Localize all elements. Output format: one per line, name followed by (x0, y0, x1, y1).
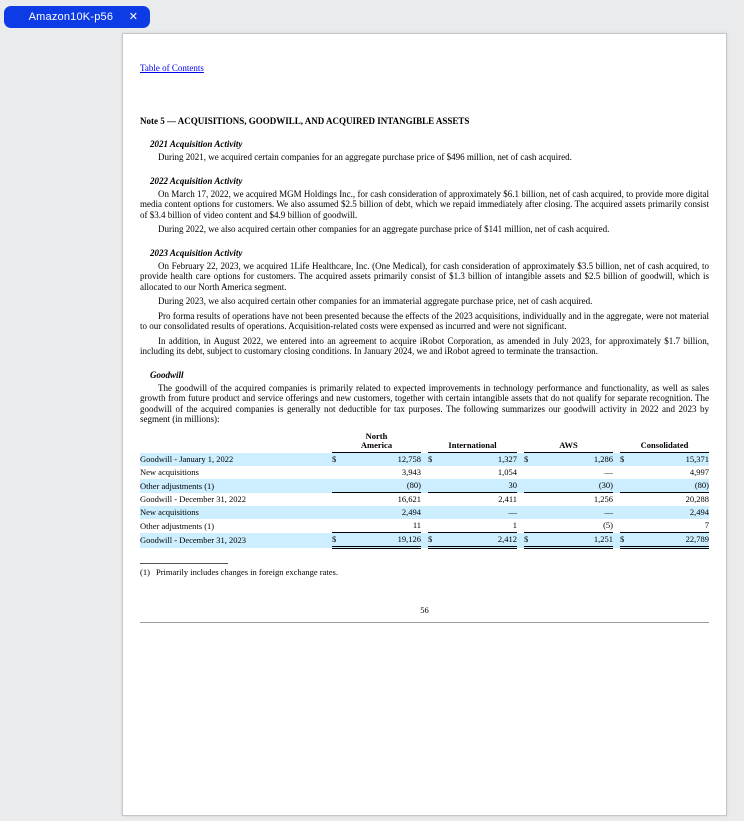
column-gap (613, 431, 620, 453)
value-cell: 16,621 (397, 494, 421, 505)
value-cell: (30) (569, 479, 614, 493)
paragraph: In addition, in August 2022, we entered into an agreement to acquire iRobot Corporation, as amended in July 2023, for approximately $1.7 billion, including its debt, subject to customary closing conditions. In January 2024, we and iRobot agreed to terminate the transaction. (140, 335, 709, 356)
goodwill-activity-table (140, 431, 709, 550)
value-cell: 12,758 (377, 453, 422, 467)
currency-cell (332, 479, 377, 493)
currency-cell: $ (428, 533, 473, 548)
table-row (140, 533, 709, 548)
paragraph: Pro forma results of operations have not been presented because the effects of the 2023 acquisitions, individually and in the aggregate, were not material to our consolidated results of operations. Acquisition-related costs were expensed as incurred and were not significant. (140, 310, 709, 331)
currency-cell (524, 479, 569, 493)
value-cell: 7 (665, 519, 710, 533)
currency-cell (524, 493, 569, 507)
value-cell: 3,943 (401, 467, 421, 478)
table-row (140, 453, 709, 467)
currency-cell: $ (524, 453, 569, 467)
column-gap (517, 533, 524, 548)
section-heading: Goodwill (150, 369, 184, 380)
row-label: Other adjustments (1) (140, 479, 332, 493)
column-gap (613, 506, 620, 519)
column-gap (613, 493, 620, 507)
value-cell: 4,997 (689, 467, 709, 478)
table-row (140, 493, 709, 507)
tab-title: Amazon10K-p56 (28, 11, 114, 23)
column-gap (421, 493, 428, 507)
section-goodwill (140, 370, 709, 425)
column-header: North America (332, 431, 421, 453)
currency-cell: $ (620, 453, 665, 467)
column-gap (613, 533, 620, 548)
row-label: New acquisitions (140, 506, 332, 519)
column-gap (517, 431, 524, 453)
column-gap (613, 466, 620, 479)
value-cell: 1 (473, 519, 518, 533)
paragraph: On March 17, 2022, we acquired MGM Holdings Inc., for cash consideration of approximately $6.1 billion, net of cash acquired, to provide more digital media content options for customers. We also assumed $2.5 billion of debt, which we repaid immediately after closing. The acquired assets primarily consist of $3.4 billion of video content and $4.9 billion of goodwill. (140, 188, 709, 220)
row-label: Goodwill - January 1, 2022 (140, 453, 332, 467)
empty-header-cell (140, 431, 332, 453)
column-header: Consolidated (620, 431, 709, 453)
paragraph: During 2021, we acquired certain companies for an aggregate purchase price of $496 million, net of cash acquired. (158, 152, 572, 162)
currency-cell (428, 466, 473, 479)
table-row (140, 506, 709, 519)
section-heading: 2023 Acquisition Activity (150, 247, 243, 258)
currency-cell: $ (428, 453, 473, 467)
value-cell: 30 (473, 479, 518, 493)
paragraph: The goodwill of the acquired companies is primarily related to expected improvements in technology performance and functionality, as well as sales growth from future product and service offerings and new customers, together with certain intangible assets that do not qualify for separate recognition. The goodwill of the acquired companies is generally not deductible for tax purposes. The following summarizes our goodwill activity in 2022 and 2023 by segment (in millions): (140, 382, 709, 424)
section-2022 (140, 176, 709, 235)
column-gap (421, 479, 428, 493)
document-tab[interactable] (4, 6, 150, 28)
table-header-row (140, 431, 709, 453)
currency-cell (332, 466, 377, 479)
currency-cell: $ (524, 533, 569, 548)
footnote (140, 567, 709, 577)
value-cell: 15,371 (665, 453, 710, 467)
value-cell: (80) (377, 479, 422, 493)
table-row (140, 479, 709, 493)
column-gap (421, 533, 428, 548)
currency-cell (428, 493, 473, 507)
value-cell: 19,126 (377, 533, 422, 548)
column-gap (421, 519, 428, 533)
document-page (122, 33, 727, 816)
currency-cell (524, 506, 569, 519)
value-cell: 11 (377, 519, 422, 533)
currency-cell (620, 493, 665, 507)
currency-cell: $ (620, 533, 665, 548)
value-cell: 1,327 (473, 453, 518, 467)
section-2021 (140, 139, 709, 163)
row-label: Goodwill - December 31, 2023 (140, 533, 332, 548)
currency-cell (620, 519, 665, 533)
value-cell: 1,256 (593, 494, 613, 505)
column-gap (421, 506, 428, 519)
value-cell: 2,494 (377, 506, 422, 519)
column-gap (421, 431, 428, 453)
currency-cell (332, 506, 377, 519)
currency-cell (620, 506, 665, 519)
value-cell: — (473, 506, 518, 519)
currency-cell (428, 506, 473, 519)
row-label: Goodwill - December 31, 2022 (140, 494, 246, 505)
column-gap (421, 453, 428, 467)
column-gap (613, 519, 620, 533)
value-cell: — (604, 467, 613, 478)
column-gap (517, 466, 524, 479)
row-label: Other adjustments (1) (140, 520, 215, 531)
currency-cell (620, 479, 665, 493)
column-header: AWS (524, 431, 613, 453)
value-cell: 2,411 (498, 494, 517, 505)
column-gap (421, 466, 428, 479)
currency-cell: $ (332, 453, 377, 467)
page-number: 56 (420, 605, 429, 616)
value-cell: (5) (569, 519, 614, 533)
page-footer-rule (140, 622, 709, 623)
currency-cell (332, 519, 377, 533)
paragraph: During 2023, we also acquired certain other companies for an immaterial aggregate purchase price, net of cash acquired. (158, 296, 593, 306)
value-cell: 2,412 (473, 533, 518, 548)
currency-cell (620, 466, 665, 479)
table-row (140, 519, 709, 533)
currency-cell: $ (332, 533, 377, 548)
column-gap (517, 519, 524, 533)
table-of-contents-link[interactable]: Table of Contents (140, 63, 204, 73)
row-label: New acquisitions (140, 467, 199, 478)
currency-cell (428, 479, 473, 493)
value-cell: (80) (665, 479, 710, 493)
section-heading: 2021 Acquisition Activity (150, 139, 243, 149)
column-gap (517, 453, 524, 467)
value-cell: 1,286 (569, 453, 614, 467)
value-cell: 22,789 (665, 533, 710, 548)
note-heading: Note 5 — ACQUISITIONS, GOODWILL, AND ACQUIRED INTANGIBLE ASSETS (140, 116, 470, 126)
column-header: International (428, 431, 517, 453)
value-cell: 1,054 (497, 467, 517, 478)
currency-cell (428, 519, 473, 533)
column-gap (613, 453, 620, 467)
value-cell: 20,288 (685, 494, 709, 505)
column-gap (517, 479, 524, 493)
column-gap (517, 493, 524, 507)
tab-bar (0, 0, 744, 33)
column-gap (517, 506, 524, 519)
paragraph: During 2022, we also acquired certain other companies for an aggregate purchase price of $141 million, net of cash acquired. (158, 224, 610, 234)
footnote-marker: (1) (140, 567, 150, 578)
currency-cell (524, 466, 569, 479)
value-cell: 1,251 (569, 533, 614, 548)
value-cell: — (569, 506, 614, 519)
footnote-text: Primarily includes changes in foreign exchange rates. (156, 567, 338, 578)
paragraph: On February 22, 2023, we acquired 1Life Healthcare, Inc. (One Medical), for cash consideration of approximately $3.5 billion, net of cash acquired, to provide health care options for customers. The acquired assets primarily consist of $1.3 billion of intangible assets and $2.5 billion of goodwill, which is allocated to our North America segment. (140, 260, 709, 292)
table-row (140, 466, 709, 479)
tab-close-icon[interactable]: ✕ (128, 10, 138, 23)
section-2023 (140, 248, 709, 357)
column-gap (613, 479, 620, 493)
footnote-separator (140, 563, 228, 564)
section-heading: 2022 Acquisition Activity (150, 175, 243, 186)
value-cell: 2,494 (665, 506, 710, 519)
currency-cell (524, 519, 569, 533)
currency-cell (332, 493, 377, 507)
toc-row (140, 58, 709, 76)
